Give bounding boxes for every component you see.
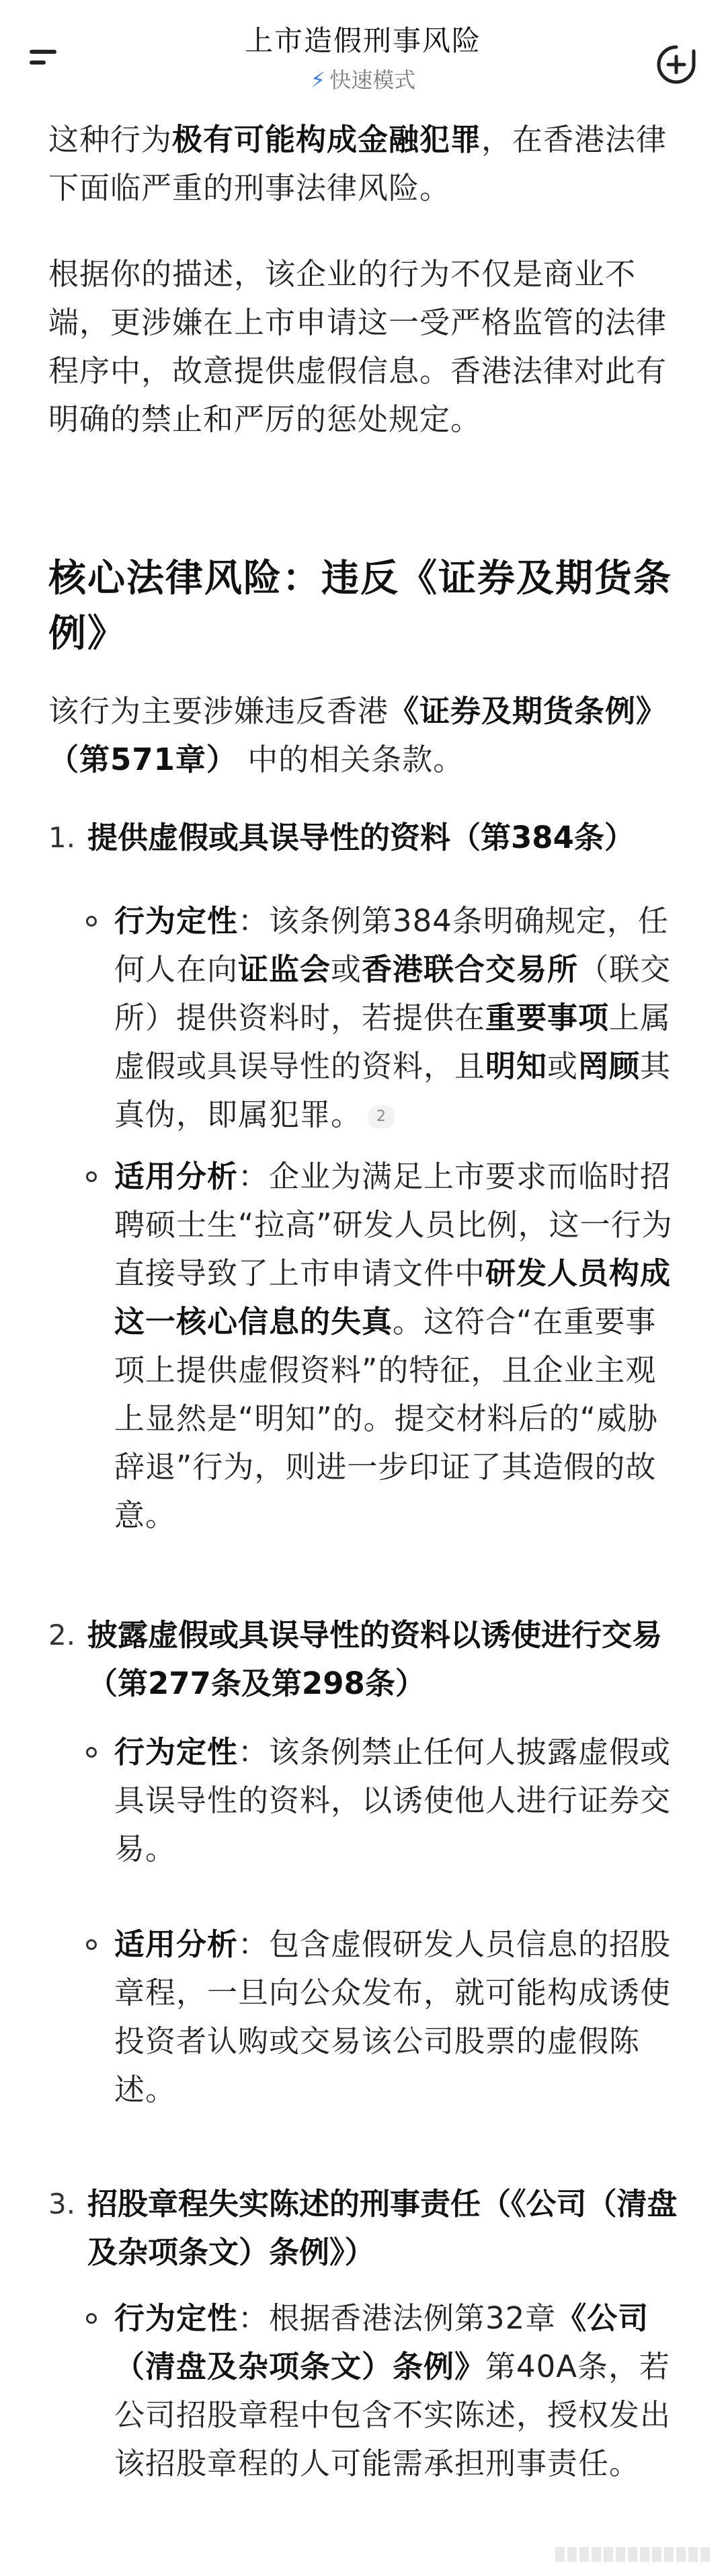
- list-item-title: 招股章程失实陈述的刑事责任（《公司（清盘及杂项条文）条例》）: [87, 2186, 678, 2270]
- mode-selector[interactable]: [0, 63, 726, 94]
- sub-item-label: 行为定性: [114, 903, 239, 939]
- sub-item: 行为定性：该条例禁止任何人披露虚假或具误导性的资料，以诱使他人进行证券交易。: [114, 1734, 672, 1867]
- section-heading: 核心法律风险：违反《证券及期货条例》: [48, 557, 672, 656]
- bullet-icon: [86, 1747, 97, 1758]
- bullet-icon: [86, 916, 97, 927]
- emphasis: 极有可能构成金融犯罪: [172, 122, 482, 157]
- sub-item-label: 适用分析: [114, 1159, 239, 1194]
- list-number: 2.: [48, 1618, 76, 1651]
- new-chat-button[interactable]: [653, 42, 699, 87]
- law-name: 《证券及期货条例》（第571章）: [48, 693, 668, 777]
- watermark: [555, 2547, 710, 2562]
- list-item-title: 提供虚假或具误导性的资料（第384条）: [87, 820, 635, 855]
- section-lead: 该行为主要涉嫌违反香港《证券及期货条例》（第571章） 中的相关条款。: [48, 693, 668, 777]
- lightning-icon: ⚡: [310, 67, 326, 93]
- list-number: 1.: [48, 821, 76, 854]
- citation-badge[interactable]: 2: [368, 1105, 395, 1128]
- mode-label: 快速模式: [329, 67, 416, 93]
- sub-item-label: 适用分析: [114, 1926, 239, 1962]
- sub-item: 适用分析：企业为满足上市要求而临时招聘硕士生“拉高”研发人员比例，这一行为直接导致了上市申请文件中研发人员构成这一核心信息的失真。这符合“在重要事项上提供虚假资料”的特征，且企业主观上显然是“明知”的。提交材料后的“威胁辞退”行为，则进一步印证了其造假的故意。: [114, 1159, 673, 1533]
- sub-item: 行为定性：根据香港法例第32章《公司（清盘及杂项条文）条例》第40A条，若公司招股章程中包含不实陈述，授权发出该招股章程的人可能需承担刑事责任。: [114, 2300, 672, 2481]
- top-bar: [0, 0, 726, 101]
- intro-paragraph-1: 这种行为极有可能构成金融犯罪，在香港法律下面临严重的刑事法律风险。: [48, 122, 668, 206]
- bullet-icon: [86, 1939, 97, 1950]
- bullet-icon: [86, 2313, 97, 2324]
- sub-item: 行为定性：该条例第384条明确规定，任何人在向证监会或香港联合交易所（联交所）提供资料时，若提供在重要事项上属虚假或具误导性的资料，且明知或罔顾其真伪，即属犯罪。 2: [114, 903, 672, 1132]
- chat-title[interactable]: 上市造假刑事风险: [244, 24, 481, 57]
- intro-paragraph-2: 根据你的描述，该企业的行为不仅是商业不端，更涉嫌在上市申请这一受严格监管的法律程序中，故意提供虚假信息。香港法律对此有明确的禁止和严厉的惩处规定。: [48, 256, 668, 437]
- list-item-title: 披露虚假或具误导性的资料以诱使进行交易（第277条及第298条）: [87, 1617, 663, 1701]
- sub-item-label: 行为定性: [114, 1734, 239, 1770]
- footer-strip: [0, 2528, 726, 2576]
- bullet-icon: [86, 1171, 97, 1182]
- sub-item: 适用分析：包含虚假研发人员信息的招股章程，一旦向公众发布，就可能构成诱使投资者认购或交易该公司股票的虚假陈述。: [114, 1926, 672, 2107]
- sub-item-label: 行为定性: [114, 2300, 239, 2336]
- list-number: 3.: [48, 2187, 76, 2220]
- new-chat-icon: [653, 42, 699, 87]
